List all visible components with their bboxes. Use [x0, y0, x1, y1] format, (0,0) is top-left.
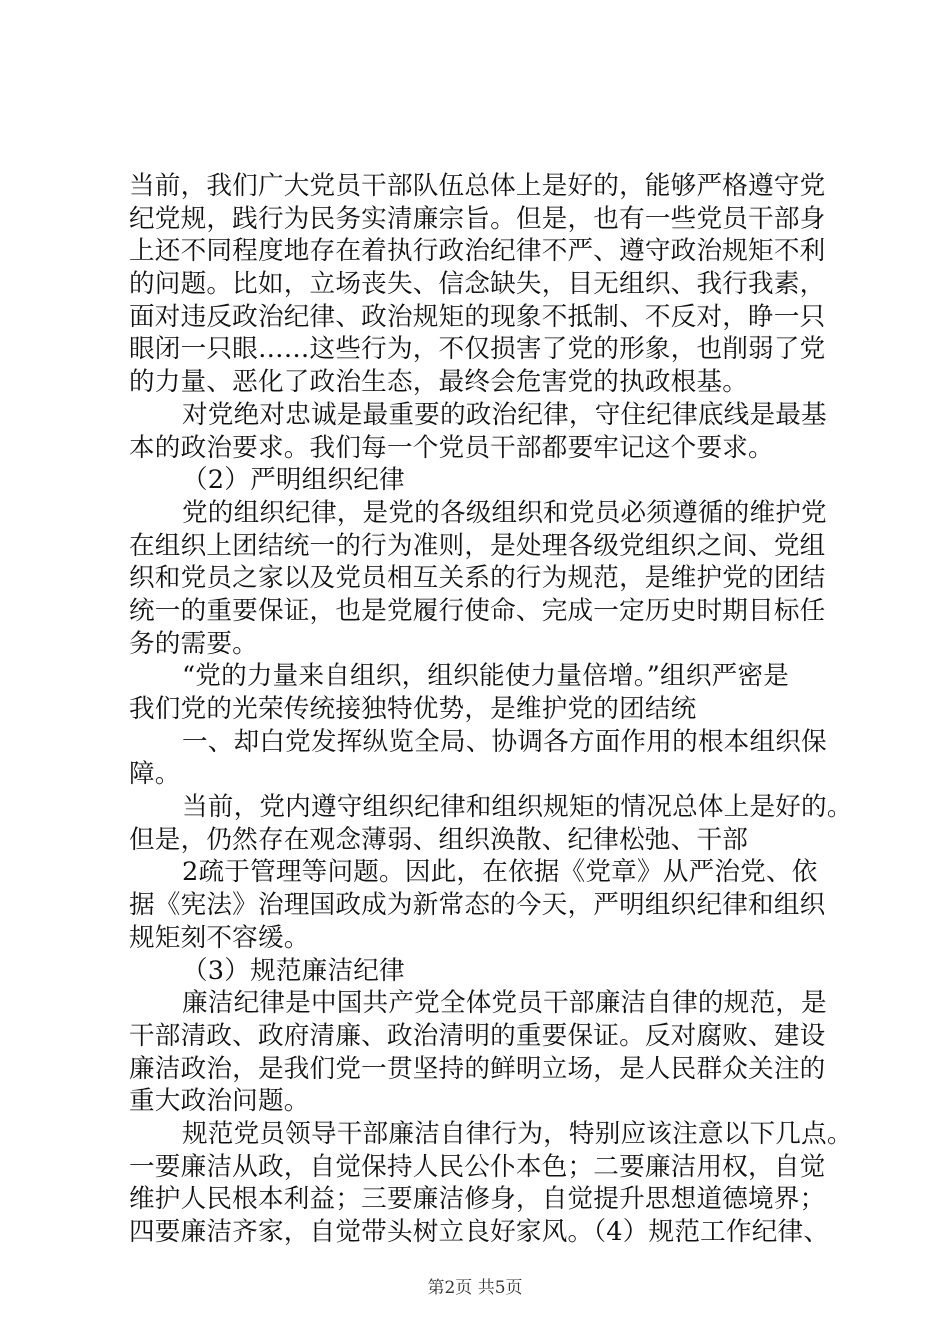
- text-line: 当前，我们广大党员干部队伍总体上是好的，能够严格遵守党: [129, 171, 826, 201]
- text-line: 我们党的光荣传统接独特优势，是维护党的团结统: [129, 694, 697, 724]
- text-line: 本的政治要求。我们每一个党员干部都要牢记这个要求。: [129, 432, 774, 463]
- text-line: 织和党员之家以及党员相互关系的行为规范，是维护党的团结: [129, 563, 826, 594]
- text-line: 廉洁政治，是我们党一贯坚持的鲜明立场，是人民群众关注的: [129, 1053, 826, 1084]
- text-line: 对党绝对忠诚是最重要的政治纪律，守住纪律底线是最基: [182, 399, 827, 430]
- text-line: 的问题。比如，立场丧失、信念缺失，目无组织、我行我素，: [129, 269, 826, 300]
- text-line: 当前，党内遵守组织纪律和组织规矩的情况总体上是好的。: [182, 792, 853, 823]
- text-line: 据《宪法》治理国政成为新常态的今天，严明组织纪律和组织: [129, 890, 826, 921]
- text-line: 规范党员领导干部廉洁自律行为，特别应该注意以下几点。: [182, 1118, 853, 1149]
- text-line: 维护人民根本利益；三要廉洁修身，自觉提升思想道德境界；: [129, 1184, 826, 1215]
- page-footer: 第2页 共5页: [427, 1278, 523, 1298]
- text-line: 一、却白党发挥纵览全局、协调各方面作用的根本组织保: [182, 726, 827, 757]
- text-line: 务的需要。: [129, 628, 258, 659]
- text-line: 统一的重要保证，也是党履行使命、完成一定历史时期目标任: [129, 595, 826, 626]
- text-line: 廉洁纪律是中国共产党全体党员干部廉洁自律的规范，是: [182, 988, 827, 1019]
- body-text: [129, 170, 853, 1249]
- text-line: 在组织上团结统一的行为准则，是处理各级党组织之间、党组: [129, 530, 826, 561]
- text-line: （3）规范廉洁纪律: [182, 955, 405, 986]
- text-line: 党的组织纪律，是党的各级组织和党员必须遵循的维护党: [182, 497, 827, 528]
- text-line: 面对违反政治纪律、政治规矩的现象不抵制、不反对，睁一只: [129, 301, 826, 332]
- text-line: （2）严明组织纪律: [182, 465, 405, 496]
- text-line: 眼闭一只眼……这些行为，不仅损害了党的形象，也削弱了党: [129, 334, 826, 365]
- text-line: 干部清政、政府清廉、政治清明的重要保证。反对腐败、建设: [129, 1020, 826, 1051]
- text-line: 四要廉洁齐家，自觉带头树立良好家风。（4）规范工作纪律、: [129, 1217, 830, 1247]
- text-line: 障。: [129, 759, 181, 790]
- text-line: “党的力量来自组织，组织能使力量倍增。”组织严密是: [182, 661, 790, 692]
- text-line: 规矩刻不容缓。: [129, 922, 310, 953]
- text-line: 纪党规，践行为民务实清廉宗旨。但是，也有一些党员干部身: [129, 203, 826, 234]
- text-line: 上还不同程度地存在着执行政治纪律不严、遵守政治规矩不利: [129, 236, 826, 267]
- text-line: 2疏于管理等问题。因此，在依据《党章》从严治党、依: [182, 857, 818, 888]
- text-line: 但是，仍然存在观念薄弱、组织涣散、纪律松弛、干部: [129, 824, 749, 855]
- text-line: 的力量、恶化了政治生态，最终会危害党的执政根基。: [129, 367, 749, 398]
- text-line: 一要廉洁从政，自觉保持人民公仆本色；二要廉洁用权，自觉: [129, 1151, 826, 1182]
- text-line: 重大政治问题。: [129, 1086, 310, 1117]
